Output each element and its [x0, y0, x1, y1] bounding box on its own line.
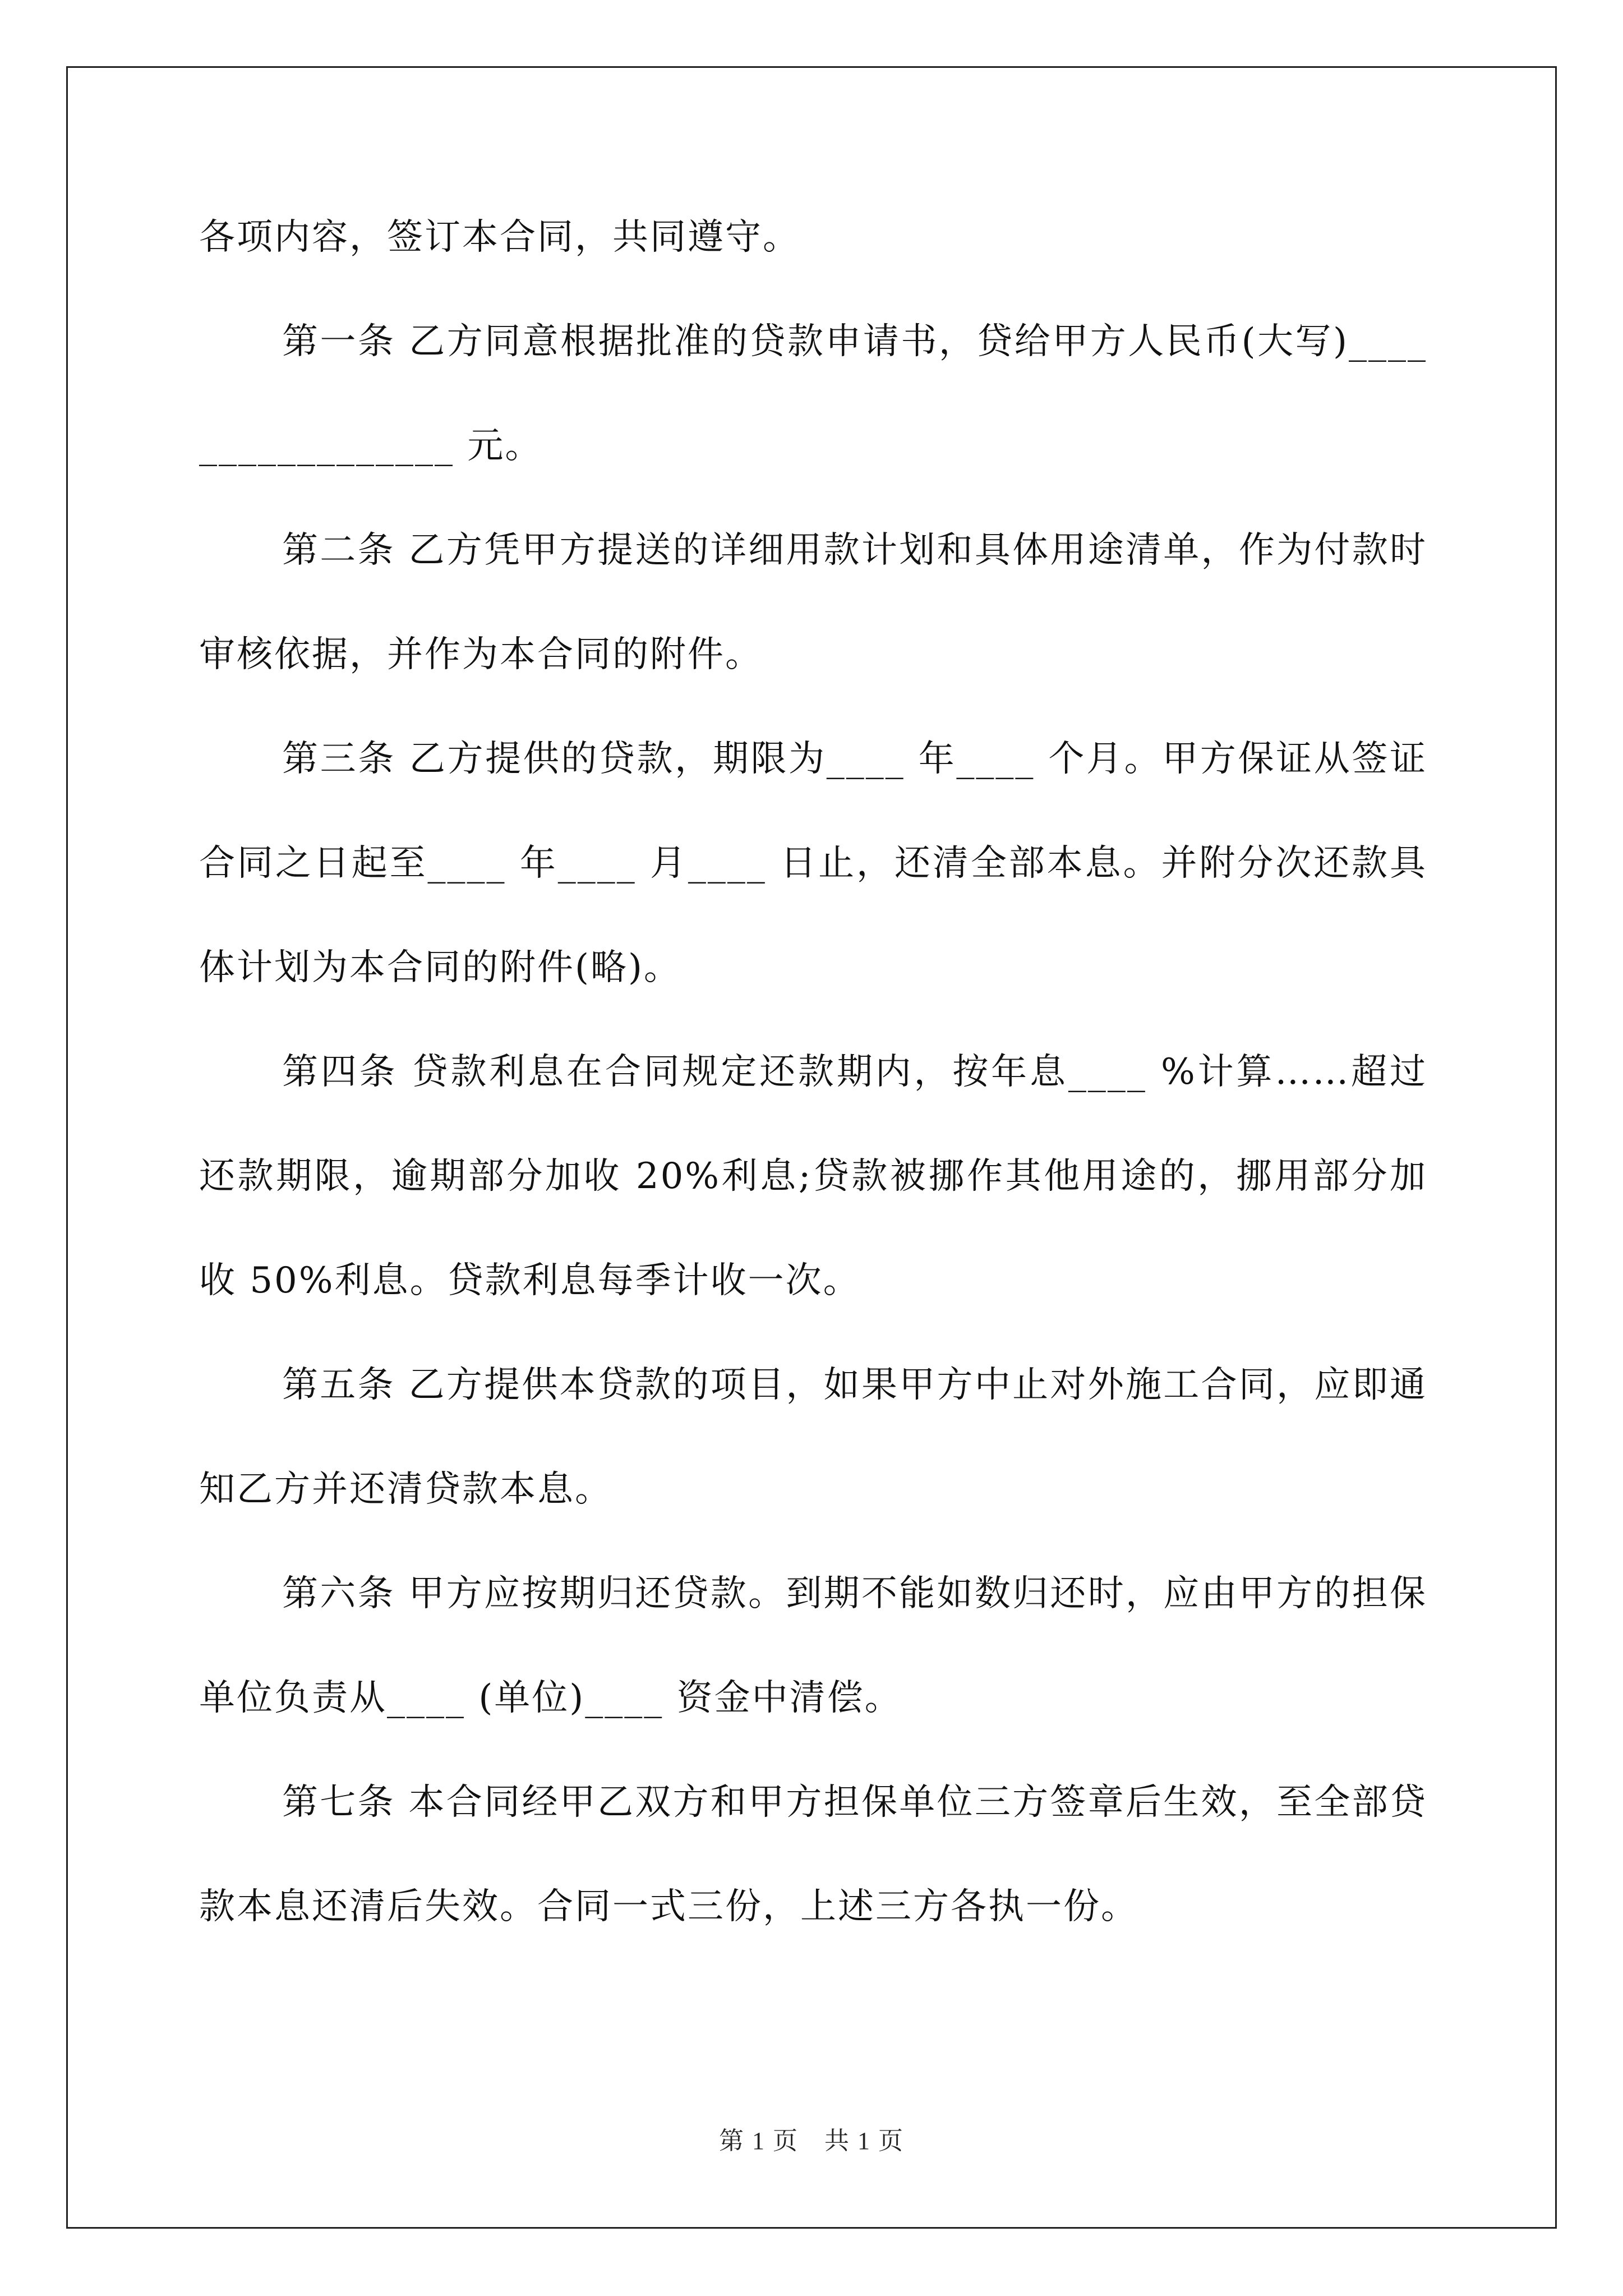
article-6: 第六条 甲方应按期归还贷款。到期不能如数归还时，应由甲方的担保单位负责从____ (单位)____ 资金中清偿。: [199, 1573, 1427, 1719]
article-7: 第七条 本合同经甲乙双方和甲方担保单位三方签章后生效，至全部贷款本息还清后失效。合同一式三份，上述三方各执一份。: [199, 1782, 1427, 1927]
paragraph-intro: 各项内容，签订本合同，共同遵守。: [199, 217, 800, 258]
article-2: 第二条 乙方凭甲方提送的详细用款计划和具体用途清单，作为付款时审核依据，并作为本合同的附件。: [199, 530, 1427, 675]
article-1: 第一条 乙方同意根据批准的贷款申请书，贷给甲方人民币(大写)_________________ 元。: [199, 321, 1427, 467]
article-3: 第三条 乙方提供的贷款，期限为____ 年____ 个月。甲方保证从签证合同之日起至____ 年____ 月____ 日止，还清全部本息。并附分次还款具体计划为本合同的附件(略)。: [199, 738, 1427, 988]
article-4: 第四条 贷款利息在合同规定还款期内，按年息____ %计算……超过还款期限，逾期部分加收 20%利息;贷款被挪作其他用途的，挪用部分加收 50%利息。贷款利息每季计收一次。: [199, 1051, 1427, 1301]
document-body: [199, 185, 1427, 1959]
page-number-footer: 第 1 页 共 1 页: [719, 2127, 904, 2155]
article-5: 第五条 乙方提供本贷款的项目，如果甲方中止对外施工合同，应即通知乙方并还清贷款本息。: [199, 1364, 1427, 1510]
